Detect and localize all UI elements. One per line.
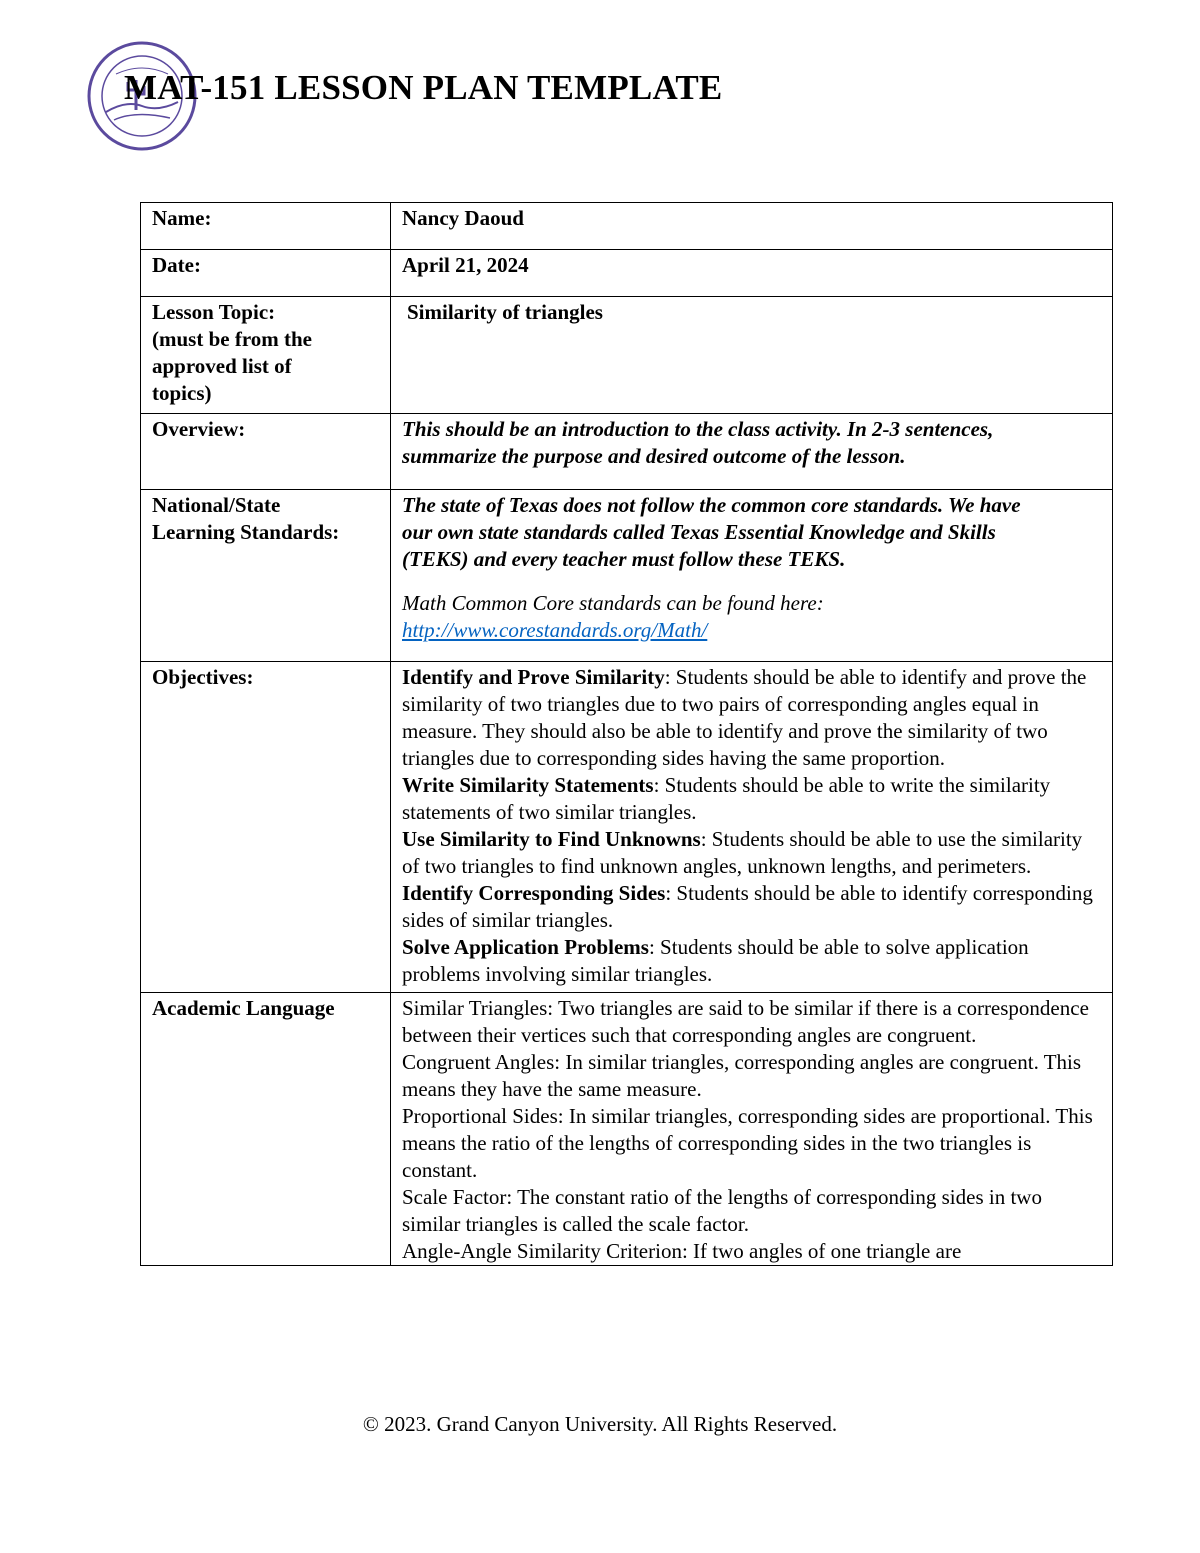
objective-item	[402, 664, 1098, 772]
objective-item	[402, 880, 1098, 934]
overview-line: summarize the purpose and desired outcome of the lesson.	[402, 444, 906, 468]
objectives-value	[391, 662, 1113, 993]
date-label: Date:	[141, 250, 391, 297]
topic-label-line: (must be from the	[152, 327, 313, 351]
academic-term: Proportional Sides: In similar triangles, corresponding sides are proportional. This means the ratio of the lengths of corresponding sides in the two triangles is constant.	[402, 1104, 1093, 1182]
standards-label-line: National/State	[152, 493, 281, 517]
objective-title: Identify and Prove Similarity	[402, 665, 665, 689]
standards-label-line: Learning Standards:	[152, 520, 340, 544]
common-core-link[interactable]: http://www.corestandards.org/Math/	[402, 618, 708, 642]
academic-term: Scale Factor: The constant ratio of the lengths of corresponding sides in two similar triangles is called the scale factor.	[402, 1185, 1042, 1236]
standards-line: (TEKS) and every teacher must follow these TEKS.	[402, 547, 846, 571]
objective-text: : Students should be able to solve application problems involving similar triangles.	[402, 935, 1029, 986]
academic-language-row	[141, 993, 1113, 1266]
standards-note: Math Common Core standards can be found here:	[402, 591, 824, 615]
topic-value	[391, 297, 1113, 414]
name-value: Nancy Daoud	[391, 203, 1113, 250]
document-title: MAT-151 LESSON PLAN TEMPLATE	[124, 68, 723, 107]
overview-label: Overview:	[141, 414, 391, 490]
topic-row	[141, 297, 1113, 414]
overview-row	[141, 414, 1113, 490]
academic-term: Angle-Angle Similarity Criterion: If two angles of one triangle are	[402, 1239, 962, 1263]
overview-line: This should be an introduction to the class activity. In 2-3 sentences,	[402, 417, 994, 441]
objective-text: : Students should be able to identify and prove the similarity of two triangles due to two pairs of corresponding angles equal in measure. They should also be able to identify and prove the similarity of two triangles due to corresponding sides having the same proportion.	[402, 665, 1087, 770]
date-row	[141, 250, 1113, 297]
objectives-row	[141, 662, 1113, 993]
objective-title: Use Similarity to Find Unknowns	[402, 827, 701, 851]
copyright-footer: © 2023. Grand Canyon University. All Rights Reserved.	[362, 1412, 838, 1436]
objective-item	[402, 772, 1098, 826]
topic-label	[141, 297, 391, 414]
overview-value	[391, 414, 1113, 490]
standards-line: our own state standards called Texas Essential Knowledge and Skills	[402, 520, 996, 544]
objective-text: : Students should be able to identify corresponding sides of similar triangles.	[402, 881, 1093, 932]
standards-label	[141, 490, 391, 662]
academic-language-value	[391, 993, 1113, 1266]
name-label: Name:	[141, 203, 391, 250]
name-row	[141, 203, 1113, 250]
academic-language-label: Academic Language	[141, 993, 391, 1266]
objective-text: : Students should be able to use the similarity of two triangles to find unknown angles, unknown lengths, and perimeters.	[402, 827, 1083, 878]
objective-title: Identify Corresponding Sides	[402, 881, 666, 905]
objective-item	[402, 826, 1098, 880]
standards-line: The state of Texas does not follow the common core standards. We have	[402, 493, 1021, 517]
objective-text: : Students should be able to write the similarity statements of two similar triangles.	[402, 773, 1051, 824]
date-value: April 21, 2024	[391, 250, 1113, 297]
objective-item	[402, 934, 1098, 988]
standards-value	[391, 490, 1113, 662]
standards-row	[141, 490, 1113, 662]
topic-text: Similarity of triangles	[407, 300, 603, 324]
objective-title: Solve Application Problems	[402, 935, 649, 959]
academic-term: Similar Triangles: Two triangles are said to be similar if there is a correspondence between their vertices such that corresponding angles are congruent.	[402, 996, 1089, 1047]
objective-title: Write Similarity Statements	[402, 773, 654, 797]
topic-label-line: topics)	[152, 381, 212, 405]
topic-label-line: approved list of	[152, 354, 292, 378]
topic-label-line: Lesson Topic:	[152, 300, 276, 324]
lesson-plan-table	[140, 202, 1113, 1266]
objectives-label: Objectives:	[141, 662, 391, 993]
academic-term: Congruent Angles: In similar triangles, corresponding angles are congruent. This means they have the same measure.	[402, 1050, 1082, 1101]
